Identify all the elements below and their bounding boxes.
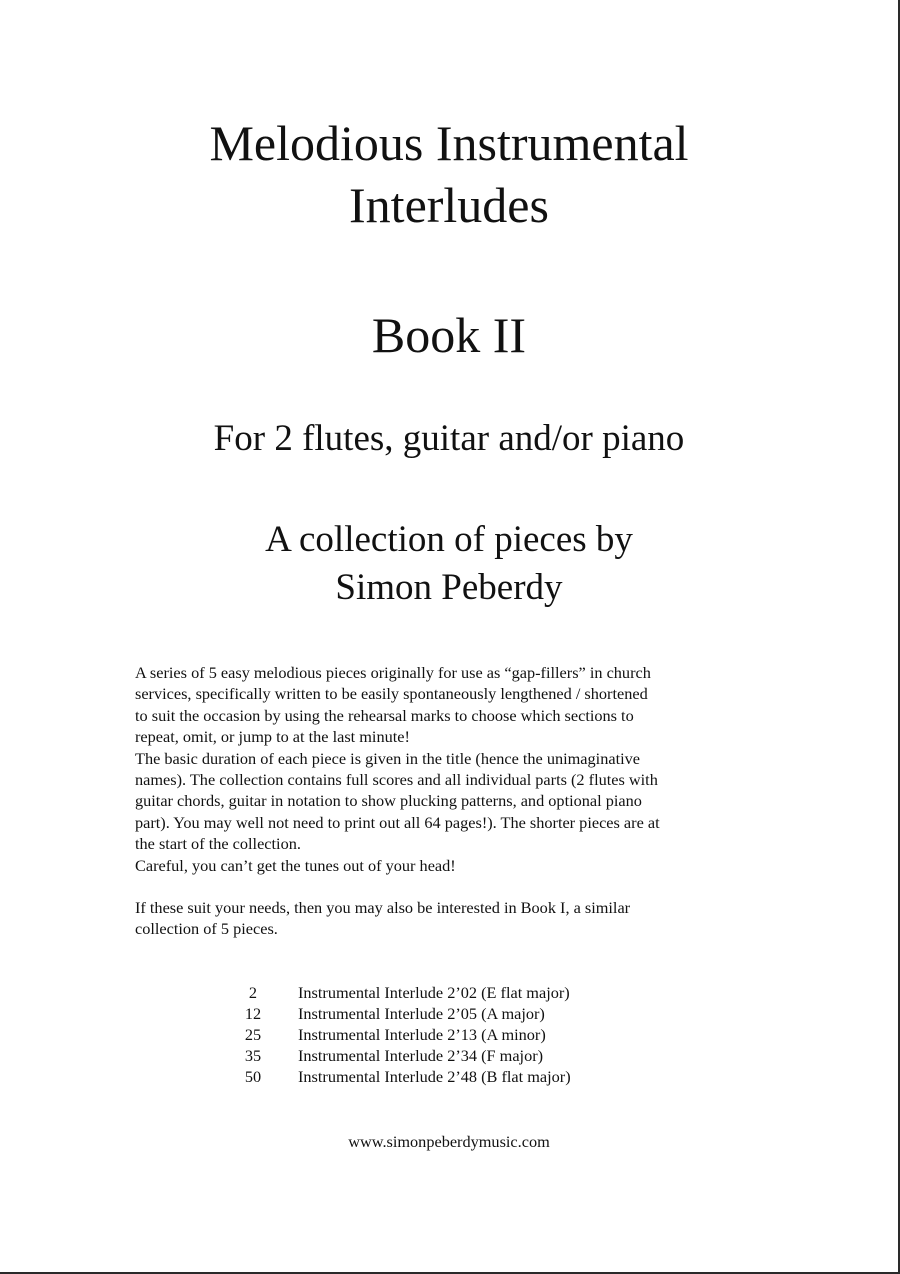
description-line: A series of 5 easy melodious pieces originally for use as “gap-fillers” in church [135, 663, 651, 682]
toc-row [230, 1066, 571, 1087]
main-title-line-1: Melodious Instrumental [209, 115, 689, 171]
description-line: repeat, omit, or jump to at the last minute! [135, 727, 410, 747]
description-paragraph-3: Careful, you can’t get the tunes out of your head! [135, 855, 456, 875]
toc-piece-title: Instrumental Interlude 2’02 (E flat major) [298, 983, 570, 1002]
toc-page-number: 50 [244, 1067, 262, 1086]
description [135, 662, 775, 940]
description-line: guitar chords, guitar in notation to show plucking patterns, and optional piano [135, 791, 642, 811]
description-line: services, specifically written to be easily spontaneously lengthened / shortened [135, 684, 648, 704]
description-paragraph-2 [135, 748, 775, 855]
toc-row [230, 982, 571, 1003]
paragraph-gap [135, 876, 775, 897]
toc-page-number: 12 [244, 1004, 262, 1023]
description-line: part). You may well not need to print out all 64 pages!). The shorter pieces are at [135, 812, 660, 832]
composer-credit-line-1: A collection of pieces by [265, 519, 633, 560]
description-paragraph-1 [135, 662, 775, 748]
description-line: to suit the occasion by using the rehearsal marks to choose which sections to [135, 705, 634, 725]
description-line: The basic duration of each piece is given in the title (hence the unimaginative [135, 748, 640, 768]
description-line: the start of the collection. [135, 834, 301, 854]
toc-piece-title: Instrumental Interlude 2’05 (A major) [298, 1004, 545, 1023]
table-of-contents [230, 982, 571, 1087]
toc-row [230, 1045, 571, 1066]
description-line: If these suit your needs, then you may also be interested in Book I, a similar [135, 898, 631, 918]
book-number: Book II [371, 307, 527, 363]
toc-piece-title: Instrumental Interlude 2’48 (B flat major) [298, 1067, 571, 1086]
main-title [0, 112, 898, 236]
toc-row [230, 1003, 571, 1024]
toc-row [230, 1024, 571, 1045]
toc-piece-title: Instrumental Interlude 2’13 (A minor) [298, 1025, 546, 1044]
instrumentation: For 2 flutes, guitar and/or piano [213, 418, 685, 459]
description-line: names). The collection contains full scores and all individual parts (2 flutes with [135, 770, 658, 790]
toc-page-number: 25 [244, 1025, 262, 1044]
description-line: collection of 5 pieces. [135, 919, 278, 939]
description-paragraph-4 [135, 897, 775, 940]
main-title-line-2: Interludes [349, 177, 549, 233]
toc-page-number: 35 [244, 1046, 262, 1065]
composer-name: Simon Peberdy [335, 567, 563, 608]
composer-credit [0, 516, 898, 612]
toc-piece-title: Instrumental Interlude 2’34 (F major) [298, 1046, 544, 1065]
website-url: www.simonpeberdymusic.com [348, 1132, 550, 1151]
toc-page-number: 2 [248, 983, 258, 1002]
